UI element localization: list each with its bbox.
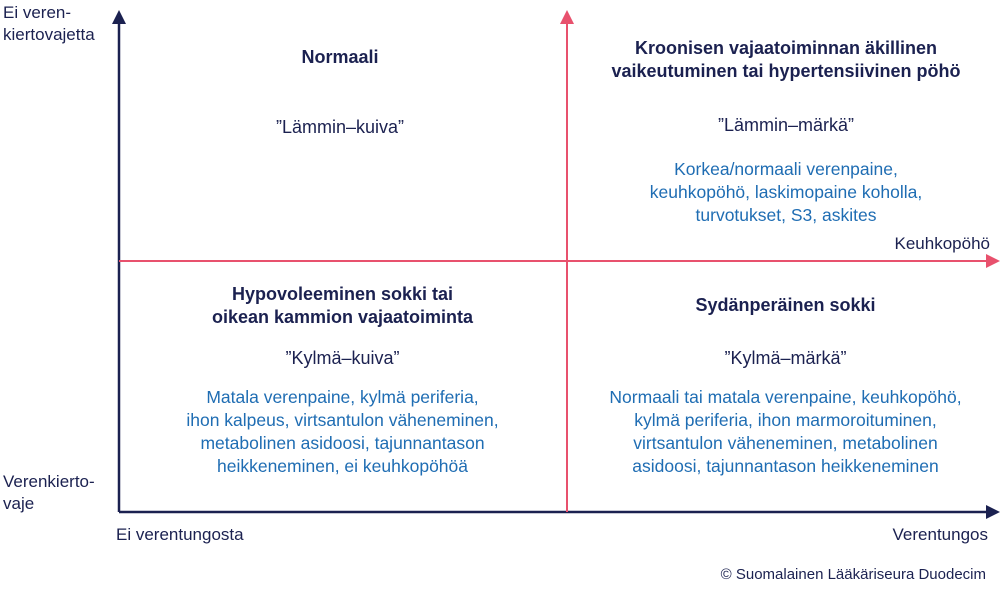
quadrant-subtitle: ”Lämmin–märkä” [717,115,855,135]
quadrant-top-right [571,37,1000,227]
x-axis-right-label: Verentungos [892,525,988,544]
y-axis-arrow [112,10,126,24]
quadrant-description: Korkea/normaali verenpaine, keuhkopöhö, laskimopaine koholla, turvotukset, S3, askites [649,159,923,225]
x-axis-left-label: Ei verentungosta [116,525,244,544]
quadrant-title: Hypovoleeminen sokki tai oikean kammion vajaatoiminta [211,284,474,327]
horizontal-axis-label: Keuhkopöhö [894,234,990,253]
quadrant-title: Normaali [301,47,379,67]
quadrant-top-left [125,46,555,139]
quadrant-description: Normaali tai matala verenpaine, keuhkopöhö, kylmä periferia, ihon marmoroituminen, virtsantulon väheneminen, metabolinen asidoosi, tajunnantason heikkeneminen [609,387,962,476]
quadrant-subtitle: ”Lämmin–kuiva” [275,117,405,137]
quadrant-description: Matala verenpaine, kylmä periferia, ihon kalpeus, virtsantulon väheneminen, metabolinen asidoosi, tajunnantason heikkeneminen, ei keuhkopöhöä [186,387,499,476]
quadrant-bottom-right [571,294,1000,478]
quadrant-bottom-left [125,283,560,478]
vertical-divider-arrow [560,10,574,24]
copyright-notice: © Suomalainen Lääkäriseura Duodecim [720,566,986,583]
quadrant-title: Kroonisen vajaatoiminnan äkillinen vaikeutuminen tai hypertensiivinen pöhö [611,38,961,81]
horizontal-divider-arrow [986,254,1000,268]
quadrant-subtitle: ”Kylmä–kuiva” [285,348,400,368]
quadrant-subtitle: ”Kylmä–märkä” [724,348,847,368]
y-axis-top-label: Ei veren- kiertovajetta [3,3,95,44]
x-axis-arrow [986,505,1000,519]
y-axis-bottom-label: Verenkierto- vaje [3,472,95,513]
quadrant-title: Sydänperäinen sokki [695,295,876,315]
